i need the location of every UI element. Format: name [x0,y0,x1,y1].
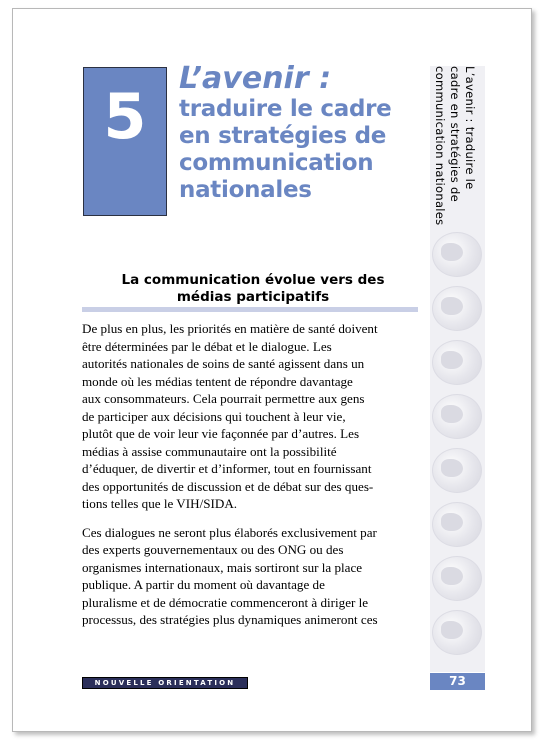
globe-icon [432,286,482,331]
text-line: pluralisme et de démocratie commenceront à diriger le [82,594,369,610]
text-line: être déterminées par le débat et le dialogue. Les [82,338,332,354]
chapter-number: 5 [103,80,147,153]
section-heading-line: La communication évolue vers des [121,272,385,288]
side-title-line: communication nationales [433,66,447,226]
section-heading-line: médias participatifs [176,289,330,305]
globe-icon [432,556,482,601]
text-line: plutôt que de voir leur vie façonnée par d’autres. Les [82,426,360,441]
text-line: publique. A partir du moment où davantage de [82,577,325,592]
chapter-title-main: L’avenir : [179,61,332,96]
text-line: médias à assise communautaire ont la possibilité [82,443,337,459]
heading-rule [82,307,418,312]
side-title-line: cadre en stratégies de [448,66,462,202]
text-line: des experts gouvernementaux ou des ONG ou des [82,542,344,557]
text-line: Ces dialogues ne seront plus élaborés exclusivement par [82,524,377,540]
footer-section-label: NOUVELLE ORIENTATION [82,677,248,689]
section-heading [88,272,418,306]
globe-icon [432,340,482,385]
text-line: tions telles que le VIH/SIDA. [82,496,238,511]
text-line: De plus en plus, les priorités en matière de santé doivent [82,321,378,336]
globe-icon [432,610,482,655]
chapter-title-line: traduire le cadre [179,96,392,122]
text-line: processus, des stratégies plus dynamiques animeront ces [82,612,378,627]
chapter-title-line: en stratégies de [179,123,387,149]
page-number: 73 [430,673,485,690]
chapter-number-box [83,67,167,216]
globe-icon [432,448,482,493]
body-text [82,320,422,640]
text-line: aux consommateurs. Cela pourrait permettre aux gens [82,391,365,406]
chapter-title-line: nationales [179,177,312,203]
paragraph [82,320,422,513]
side-title-line: L’avenir : traduire le [463,66,477,190]
paragraph [82,524,422,629]
chapter-title [179,62,391,204]
text-line: d’éduquer, de divertir et d’informer, tout en fournissant [82,461,372,476]
text-line: des opportunités de discussion et de débat sur des ques- [82,478,374,494]
text-line: monde où les médias tentent de répondre davantage [82,373,353,389]
globe-icon [432,394,482,439]
chapter-title-line: communication [179,150,374,176]
text-line: autorités nationales de soins de santé agissent dans un [82,356,365,371]
globe-icon [432,502,482,547]
side-title [432,66,477,276]
text-line: organismes internationaux, mais sortiront sur la place [82,559,363,575]
text-line: de participer aux décisions qui touchent à leur vie, [82,408,346,424]
